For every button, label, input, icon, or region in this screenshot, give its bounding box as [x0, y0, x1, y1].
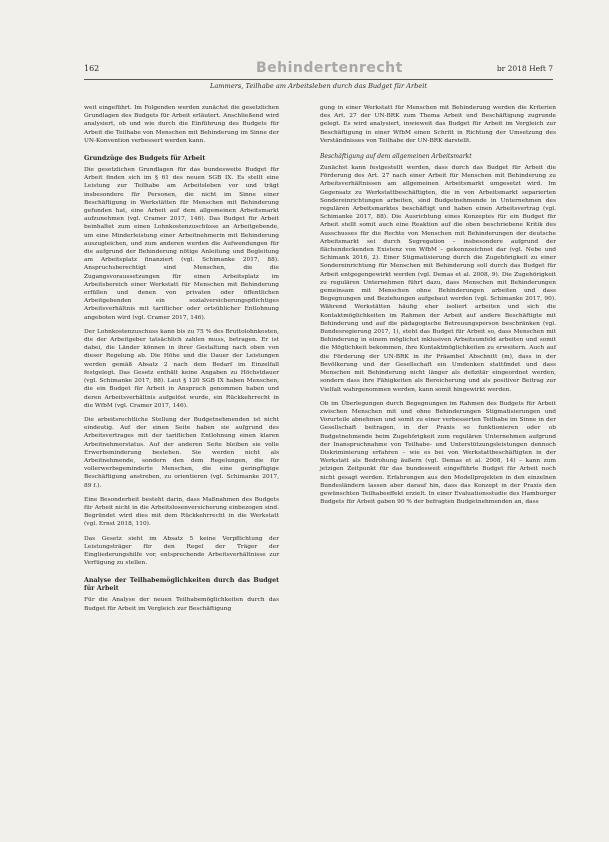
running-title: Lammers, Teilhabe am Arbeitsleben durch das Budget für Arbeit	[210, 82, 427, 90]
left-column	[84, 104, 279, 619]
header-rule	[84, 79, 553, 80]
journal-title: Behindertenrecht	[256, 60, 403, 76]
section-heading: Analyse der Teilhabemöglichkeiten durch das Budget für Arbeit	[84, 577, 279, 593]
paragraph: Für die Analyse der neuen Teilhabemöglichkeiten durch das Budget für Arbeit im Vergleich zur Beschäftigung	[84, 597, 279, 612]
paragraph: Die arbeitsrechtliche Stellung der Budgetnehmenden ist nicht eindeutig. Auf der einen Seite haben sie aufgrund des Arbeitsvertrages mit der tariflichen Entlohnung einen klaren Arbeitnehmerstatus. Auf der anderen Seite bleiben sie volle Erwerbsminderung bestehen. Sie werden nicht als Arbeitnehmende, sondern den dem Regelungen, die für vollerwerbsgeminderte Menschen, die eine geringfügige Beschäftigung anstreben, zu orientieren (vgl. Schimanke 2017, 89 f.).	[84, 416, 279, 489]
right-column	[320, 104, 556, 512]
paragraph: Der Lohnkostenzuschuss kann bis zu 75 % des Bruttolohnkosten, die der Arbeitgeber tatsächlich zahlen muss, betragen. Er ist dabei, die Länder können in ihrer Gestaltung nach oben von dieser Regelung ab. Die Höhe und die Dauer der Leistungen werden gemäß Absatz 2 nach dem Bedarf im Einzelfall festgelegt. Das Gesetz enthält keine Angaben zu Höchstdauer (vgl. Schimanke 2017, 88). Laut § 120 SGB IX haben Menschen, die ein Budget für Arbeit in Anspruch genommen haben und deren Arbeitsverhältnis aufgelöst wurde, ein Rückkehrrecht in die WfbM (vgl. Cramer 2017, 146).	[84, 328, 279, 409]
page-number: 162	[84, 64, 100, 73]
paragraph: Das Gesetz sieht im Absatz 5 keine Verpflichtung der Leistungsträger für den Regel der Träger der Eingliederungshilfe vor, entsprechende Arbeitsverhältnisse zur Verfügung zu stellen.	[84, 535, 279, 567]
paragraph: Zunächst kann festgestellt werden, dass durch das Budget für Arbeit die Förderung des Art. 27 nach einer Arbeit für Menschen mit Behinderung zu Arbeitsverhältnissen am allgemeinen Arbeitsmarkt umgesetzt wird. Im Gegensatz zu Werkstattbeschäftigten, die in von Arbeitsmarkt separierten Sondereinrichtungen arbeiten, sind Budgetnehmende in Unternehmen des regulären Arbeitsmarktes beschäftigt und haben einen Arbeitsvertrag (vgl. Schimanke 2017, 88). Die Ausrichtung eines Konzeptes für ein Budget für Arbeit stellt somit auch eine Reaktion auf die oben beschriebene Kritik des Ausschusses für die Rechte von Menschen mit Behinderungen der deutsche Arbeitsmarkt sei durch Segregation – insbesondere aufgrund der flächendeckenden Existenz von WfbM – gekennzeichnet dar (vgl. Nebe und Schimank 2016, 2). Einer Stigmatisierung durch die Zugehörigkeit zu einer Sondereinrichtung für Menschen mit Behinderung soll durch das Budget für Arbeit entgegengewirkt werden (vgl. Demas et al. 2008, 9). Die Zugehörigkeit zu regulären Unternehmen führt dazu, dass Menschen mit Behinderungen gemeinsam mit Menschen ohne Behinderungen arbeiten und dass Begegnungen und Beziehungen aufgebaut werden (vgl. Schimanke 2017, 90). Während Werkstätten häufig eher isoliert arbeiten und sich die Kontaktmöglichkeiten im Rahmen der Arbeit auf andere Beschäftigte mit Behinderung und auf die pädagogische Betreuungsperson beschränken (vgl. Bundesregierung 2017, 1), steht das Budget für Arbeit so, dass Menschen mit Behinderung in einem möglichst inklusiven Arbeitsumfeld arbeiten und somit die Möglichkeit bekommen, ihre Kontaktmöglichkeiten zu erweitern. Auch auf die Förderung der UN-BRK in ihr Präambel Abschnitt (m), dass in der Bevölkerung und der Gesellschaft ein Umdenken stattfindet und dass Menschen mit Behinderung nicht länger als defizitär eingeordnet werden, sondern dass ihre Fähigkeiten als Bereicherung und als positiver Beitrag zur Vielfalt wahrgenommen werden, kann somit hingewirkt werden.	[320, 165, 556, 393]
issue-label: br 2018 Heft 7	[496, 64, 553, 73]
page-header	[84, 60, 553, 80]
paragraph: Ob im Überlegungen durch Begegnungen im Rahmen des Budgets für Arbeit zwischen Menschen mit und ohne Behinderungen Stigmatisierungen und Vorurteile abnehmen und somit zu einer verbesserten Teilhabe im Sinne in der Gesellschaft beitragen, in der Praxis so funktionieren oder ob Budgetnehmende beim Zugehörigkeit zum regulären Unternehmen aufgrund der Inanspruchnahme von Teilhabe- und Unterstützungsleistungen dennoch Diskriminierung erfahren – wie es bei von Werkstattbeschäftigten in der Werkstatt als Bedrohung äußern (vgl. Demas et al. 2008, 14) – kann zum jetzigen Zeitpunkt für das bundesweit eingeführte Budget für Arbeit noch nicht gesagt werden. Erfahrungen aus den Modellprojekten in den einzelnen Bundesländern lassen aber darauf hin, dass das Konzept in der Praxis den gewünschten Teilhabeeffekt erzielt. In einer Evaluationsstudie des Hamburger Budgets für Arbeit gaben 90 % der befragten Budgetnehmenden an, dass	[320, 400, 556, 506]
section-heading: Grundzüge des Budgets für Arbeit	[84, 155, 206, 163]
paragraph: Eine Besonderheit besteht darin, dass Maßnahmen des Budgets für Arbeit nicht in die Arbeitslosenversicherung einbezogen sind. Begründet wird dies mit dem Rückkehrrecht in die Werkstatt (vgl. Ernst 2018, 110).	[84, 496, 279, 528]
paragraph: gung in einer Werkstatt für Menschen mit Behinderung werden die Kriterien des Art. 27 der UN-BRK zum Thema Arbeit und Beschäftigung zugrunde gelegt. Es wird analysiert, inwieweit das Budget für Arbeit im Vergleich zur Beschäftigung in einer WfbM einen Schritt in Richtung der Umsetzung des Verständnisses von Teilhabe der UN-BRK darstellt.	[320, 105, 556, 144]
subsection-heading: Beschäftigung auf dem allgemeinen Arbeitsmarkt	[320, 153, 472, 161]
paragraph: Die gesetzlichen Grundlagen für das bundesweite Budget für Arbeit finden sich im § 61 des neuen SGB IX. Es stellt eine Leistung zur Teilhabe am Arbeitsleben vor und trägt insbesondere für Personen, die nicht im Sinne einer Beschäftigung in Werkstätten für Menschen mit Behinderung gefunden hat, eine Arbeit auf dem allgemeinen Arbeitsmarkt aufzunehmen (vgl. Cramer 2017, 146). Das Budget für Arbeit beinhaltet zum einen Lohnkostenzuschüsse an Arbeitgebende, um eine Minderleistung einer Arbeitnehmerin mit Behinderung auszugleichen, und zum anderen werden die Aufwendungen für die aufgrund der Behinderung nötige Anleitung und Begleitung am Arbeitsplatz finanziert (vgl. Schimanke 2017, 88). Anspruchsberechtigt sind Menschen, die die Zugangsvoraussetzungen für einen Arbeitsplatz im Arbeitsbereich einer Werkstatt für Menschen mit Behinderung erfüllen und denen von privaten oder öffentlichen Arbeitgebenden ein sozialversicherungspflichtiges Arbeitsverhältnis mit tariflicher oder ortsüblicher Entlohnung angeboten wird (vgl. Cramer 2017, 146).	[84, 167, 279, 321]
paragraph: weit eingeführt. Im Folgenden werden zunächst die gesetzlichen Grundlagen des Budgets für Arbeit erläutert. Anschließend wird analysiert, ob und wie durch die Einführung des Budgets für Arbeit die Teilhabe von Menschen mit Behinderung im Sinne der UN-Konvention verbessert werden kann.	[84, 105, 279, 144]
